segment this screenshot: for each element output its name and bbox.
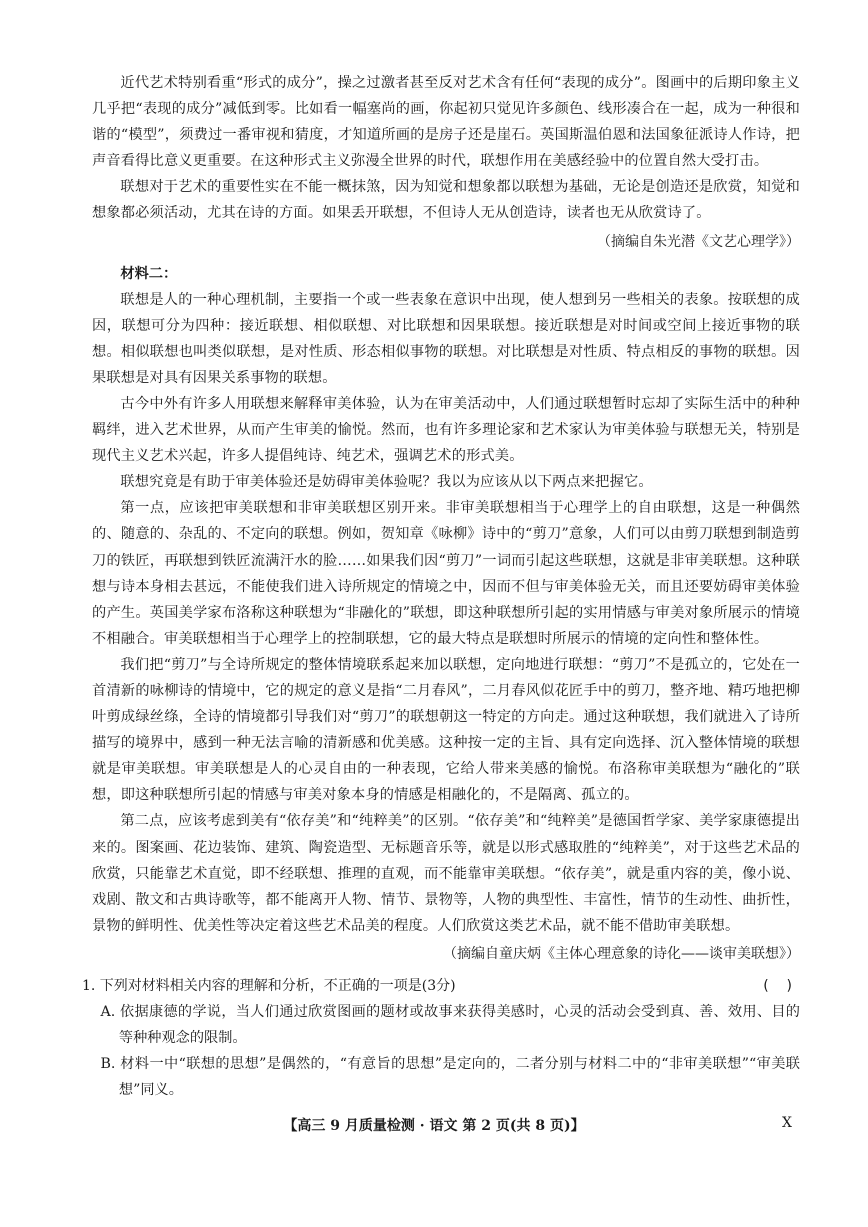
source-citation: （摘编自朱光潜《文艺心理学》） — [597, 233, 800, 250]
answer-blank: ( ) — [763, 977, 792, 994]
material-two — [92, 261, 800, 967]
paragraph: 联想究竟是有助于审美体验还是妨碍审美体验呢？我以为应该从以下两点来把握它。 — [120, 474, 653, 491]
paragraph: 联想是人的一种心理机制，主要指一个或一些表象在意识中出现，使人想到另一些相关的表象。按联想的成因，联想可分为四种：接近联想、相似联想、对比联想和因果联想。接近联想是对时间或空间上接近事物的联想。相似联想也叫类似联想，是对性质、形态相似事物的联想。对比联想是对性质、特点相反的事物的联想。因果联想是对具有因果关系事物的联想。 — [92, 291, 800, 386]
paragraph: 第一点，应该把审美联想和非审美联想区别开来。非审美联想相当于心理学上的自由联想，这是一种偶然的、随意的、杂乱的、不定向的联想。例如，贺知章《咏柳》诗中的“剪刀”意象，人们可以由剪刀联想到制造剪刀的铁匠，再联想到铁匠流满汗水的脸……如果我们因“剪刀”一词而引起这些联想，这就是非审美联想。这种联想与诗本身相去甚远，不能使我们进入诗所规定的情境之中，因而不但与审美体验无关，而且还要妨碍审美体验的产生。英国美学家布洛称这种联想为“非融化的”联想，即这种联想所引起的实用情感与审美对象所展示的情境不相融合。审美联想相当于心理学上的控制联想，它的最大特点是联想时所展示的情境的定向性和整体性。 — [92, 500, 800, 647]
paragraph: 第二点，应该考虑到美有“依存美”和“纯粹美”的区别。“依存美”和“纯粹美”是德国哲学家、美学家康德提出来的。图案画、花边装饰、建筑、陶瓷造型、无标题音乐等，就是以形式感取胜的“纯粹美”，对于这些艺术品的欣赏，只能靠艺术直觉，即不经联想、推理的直观，而不能靠审美联想。“依存美”，就是重内容的美，像小说、戏剧、散文和古典诗歌等，都不能离开人物、情节、景物等，人物的典型性、丰富性，情节的生动性、曲折性，景物的鲜明性、优美性等决定着这些艺术品美的程度。人们欣赏这类艺术品，就不能不借助审美联想。 — [92, 813, 800, 934]
page-content — [82, 70, 800, 1103]
question-one — [82, 973, 800, 1103]
option-b: B. 材料一中“联想的思想”是偶然的，“有意旨的思想”是定向的，二者分别与材料二中的“非审美联想”“审美联想”同义。 — [100, 1055, 800, 1098]
footer-text: 【高三 9 月质量检测 · 语文 第 2 页(共 8 页)】 — [283, 1118, 585, 1134]
paragraph: 联想对于艺术的重要性实在不能一概抹煞，因为知觉和想象都以联想为基础，无论是创造还是欣赏，知觉和想象都必须活动，尤其在诗的方面。如果丢开联想，不但诗人无从创造诗，读者也无从欣赏诗了。 — [92, 179, 800, 222]
option-a: A. 依据康德的学说，当人们通过欣赏图画的题材或故事来获得美感时，心灵的活动会受到真、善、效用、目的等种种观念的限制。 — [100, 1003, 800, 1046]
paragraph: 古今中外有许多人用联想来解释审美体验，认为在审美活动中，人们通过联想暂时忘却了实际生活中的种种羁绊，进入艺术世界，从而产生审美的愉悦。然而，也有许多理论家和艺术家认为审美体验与联想无关，特别是现代主义艺术兴起，许多人提倡纯诗、纯艺术，强调艺术的形式美。 — [92, 395, 800, 465]
question-stem-text: 1. 下列对材料相关内容的理解和分析，不正确的一项是(3分) — [82, 977, 456, 994]
material-one — [92, 70, 800, 255]
paragraph: 近代艺术特别看重“形式的成分”，操之过激者甚至反对艺术含有任何“表现的成分”。图画中的后期印象主义几乎把“表现的成分”减低到零。比如看一幅塞尚的画，你起初只觉见许多颜色、线形凑合在一起，成为一种很和谐的“模型”，须费过一番审视和猜度，才知道所画的是房子还是崖石。英国斯温伯恩和法国象征派诗人作诗，把声音看得比意义更重要。在这种形式主义弥漫全世界的时代，联想作用在美感经验中的位置自然大受打击。 — [92, 75, 800, 170]
source-citation: （摘编自童庆炳《主体心理意象的诗化——谈审美联想》） — [443, 945, 800, 962]
question-stem — [82, 973, 800, 999]
paragraph: 我们把“剪刀”与全诗所规定的整体情境联系起来加以联想，定向地进行联想：“剪刀”不是孤立的，它处在一首清新的咏柳诗的情境中，它的规定的意义是指“二月春风”，二月春风似花匠手中的剪刀，整齐地、精巧地把柳叶剪成绿丝绦，全诗的情境都引导我们对“剪刀”的联想朝这一特定的方向走。通过这种联想，我们就进入了诗所描写的境界中，感到一种无法言喻的清新感和优美感。这种按一定的主旨、具有定向选择、沉入整体情境的联想就是审美联想。审美联想是人的心灵自由的一种表现，它给人带来美感的愉悦。布洛称审美联想为“融化的”联想，即这种联想所引起的情感与审美对象本身的情感是相融化的，不是隔离、孤立的。 — [92, 656, 800, 804]
section-title: 材料二： — [120, 265, 178, 282]
footer-mark: X — [782, 1115, 792, 1131]
